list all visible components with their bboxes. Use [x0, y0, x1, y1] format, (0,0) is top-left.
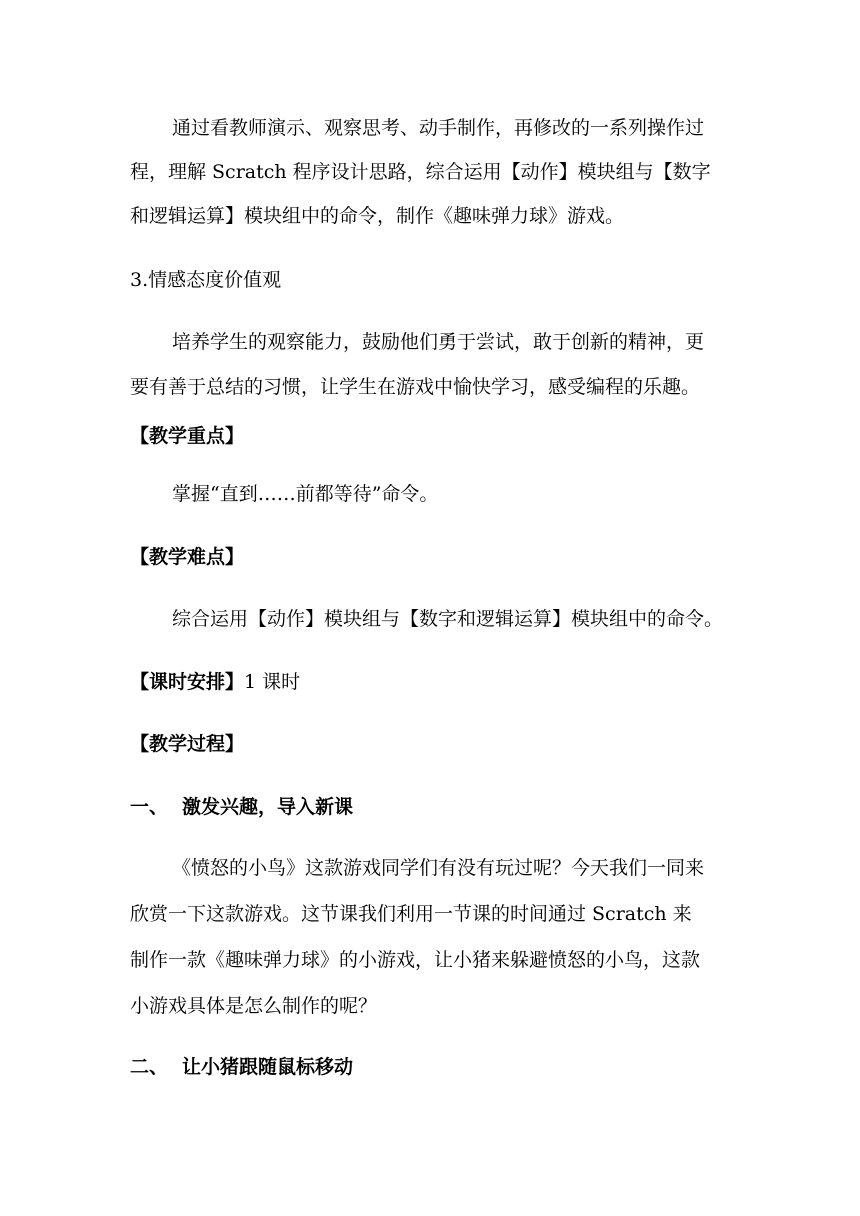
step-2-heading [130, 1055, 353, 1079]
step-1-number: 一、 [130, 796, 169, 818]
section-3-title: 3.情感态度价值观 [130, 269, 282, 291]
step-1-heading [130, 795, 353, 819]
step-1-title: 激发兴趣，导入新课 [182, 796, 354, 818]
process-heading: 【教学过程】 [130, 733, 245, 755]
difficult-point-heading: 【教学难点】 [130, 546, 245, 568]
paragraph-3-line-2: 欣赏一下这款游戏。这节课我们利用一节课的时间通过 Scratch 来 [130, 903, 692, 925]
paragraph-3-line-3: 制作一款《趣味弹力球》的小游戏，让小猪来躲避愤怒的小鸟，这款 [130, 949, 701, 971]
paragraph-1-line-2: 程，理解 Scratch 程序设计思路，综合运用【动作】模块组与【数字 [130, 161, 711, 183]
key-point-text: 掌握“直到……前都等待”命令。 [172, 483, 439, 505]
difficult-point-text: 综合运用【动作】模块组与【数字和逻辑运算】模块组中的命令。 [172, 608, 724, 630]
paragraph-2-line-2: 要有善于总结的习惯，让学生在游戏中愉快学习，感受编程的乐趣。 [130, 376, 701, 398]
schedule-line [130, 670, 300, 694]
schedule-heading: 【课时安排】 [130, 671, 245, 693]
paragraph-1-line-1: 通过看教师演示、观察思考、动手制作，再修改的一系列操作过 [172, 117, 705, 139]
paragraph-1-line-3: 和逻辑运算】模块组中的命令，制作《趣味弹力球》游戏。 [130, 205, 625, 227]
paragraph-3-line-1: 《愤怒的小鸟》这款游戏同学们有没有玩过呢？今天我们一同来 [172, 857, 705, 879]
key-point-heading: 【教学重点】 [130, 425, 245, 447]
paragraph-3-line-4: 小游戏具体是怎么制作的呢？ [130, 995, 378, 1017]
step-2-title: 让小猪跟随鼠标移动 [182, 1056, 354, 1078]
paragraph-2-line-1: 培养学生的观察能力，鼓励他们勇于尝试，敢于创新的精神，更 [172, 331, 705, 353]
schedule-text: 1 课时 [244, 671, 301, 693]
step-2-number: 二、 [130, 1056, 169, 1078]
